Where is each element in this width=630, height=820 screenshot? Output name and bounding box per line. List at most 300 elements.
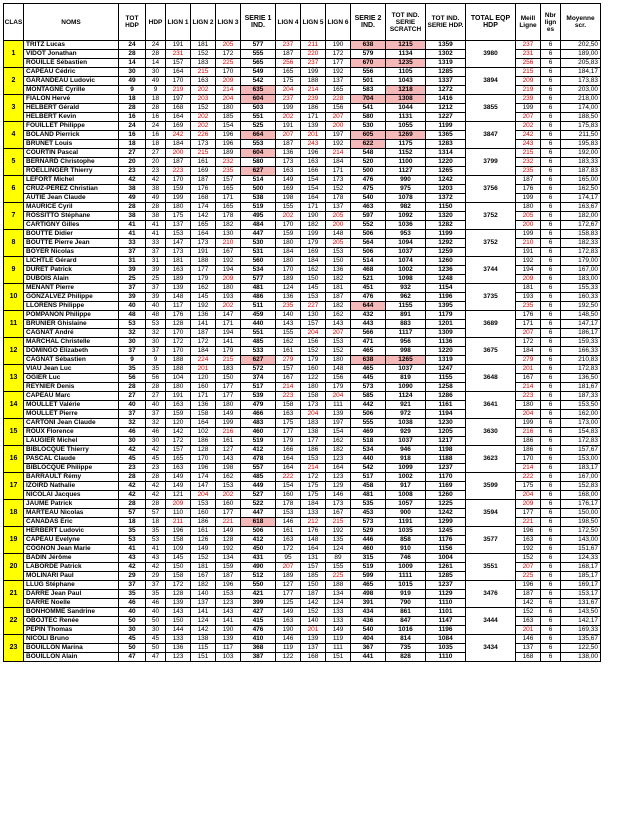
tot-hdp-ind-cell: 1309 — [426, 329, 466, 338]
line6-cell: 192 — [326, 68, 351, 77]
line2-cell: 126 — [191, 536, 216, 545]
tot-hdp-ind-cell: 1110 — [426, 599, 466, 608]
line4-cell: 95 — [276, 554, 301, 563]
lines-count-cell: 6 — [541, 194, 561, 203]
player-name: FOUILLET Philippe — [24, 122, 119, 131]
line1-cell: 144 — [166, 626, 191, 635]
tot-hdp-cell: 37 — [119, 248, 146, 257]
team-rank: 14 — [4, 392, 24, 419]
best-line-cell: 215 — [516, 149, 541, 158]
tot-hdp-cell: 9 — [119, 86, 146, 95]
line4-cell: 207 — [276, 563, 301, 572]
line3-cell: 139 — [216, 635, 241, 644]
average-cell: 148,50 — [561, 311, 601, 320]
tot-hdp-ind-cell: 1237 — [426, 464, 466, 473]
tot-hdp-ind-cell: 1154 — [426, 284, 466, 293]
best-line-cell: 180 — [516, 401, 541, 410]
line5-cell: 131 — [301, 554, 326, 563]
line2-cell: 162 — [191, 284, 216, 293]
series1-cell: 577 — [241, 275, 276, 284]
line1-cell: 180 — [166, 383, 191, 392]
team-total: 3623 — [466, 446, 516, 473]
line3-cell: 192 — [216, 257, 241, 266]
series2-cell: 441 — [351, 653, 386, 662]
line4-cell: 167 — [276, 374, 301, 383]
player-row — [4, 68, 601, 77]
tot-scratch-cell: 946 — [386, 446, 426, 455]
line6-cell: 152 — [326, 347, 351, 356]
line3-cell: 194 — [216, 329, 241, 338]
hdp-cell: 48 — [146, 311, 166, 320]
player-row — [4, 581, 601, 590]
average-cell: 163,67 — [561, 203, 601, 212]
lines-count-cell: 6 — [541, 392, 561, 401]
best-line-cell: 152 — [516, 554, 541, 563]
line2-cell: 163 — [191, 77, 216, 86]
tot-scratch-cell: 921 — [386, 401, 426, 410]
player-name: BOLAND Pierrick — [24, 131, 119, 140]
hdp-cell: 47 — [146, 653, 166, 662]
best-line-cell: 235 — [516, 302, 541, 311]
line3-cell: 165 — [216, 185, 241, 194]
line4-cell: 180 — [276, 239, 301, 248]
line3-cell: 215 — [216, 356, 241, 365]
line2-cell: 183 — [191, 59, 216, 68]
hdp-cell: 42 — [146, 176, 166, 185]
line1-cell: 189 — [166, 275, 191, 284]
series2-cell: 443 — [351, 320, 386, 329]
series2-cell: 548 — [351, 149, 386, 158]
player-name: AUTIE Jean Claude — [24, 194, 119, 203]
tot-hdp-cell: 31 — [119, 257, 146, 266]
average-cell: 211,50 — [561, 131, 601, 140]
tot-hdp-cell: 27 — [119, 149, 146, 158]
line4-cell: 214 — [276, 383, 301, 392]
line5-cell: 137 — [301, 644, 326, 653]
line2-cell: 204 — [191, 491, 216, 500]
team-total: 3799 — [466, 149, 516, 176]
average-cell: 175,83 — [561, 122, 601, 131]
line6-cell: 154 — [326, 428, 351, 437]
lines-count-cell: 6 — [541, 284, 561, 293]
lines-count-cell: 6 — [541, 518, 561, 527]
line4-cell: 162 — [276, 338, 301, 347]
series2-cell: 535 — [351, 500, 386, 509]
tot-hdp-ind-cell: 1337 — [426, 77, 466, 86]
line4-cell: 198 — [276, 194, 301, 203]
series1-cell: 555 — [241, 50, 276, 59]
player-row — [4, 122, 601, 131]
average-cell: 172,83 — [561, 365, 601, 374]
series1-cell: 460 — [241, 428, 276, 437]
tot-hdp-ind-cell: 1205 — [426, 428, 466, 437]
series1-cell: 512 — [241, 572, 276, 581]
line5-cell: 157 — [301, 320, 326, 329]
series2-cell: 434 — [351, 608, 386, 617]
line3-cell: 204 — [216, 95, 241, 104]
line3-cell: 209 — [216, 77, 241, 86]
line5-cell: 163 — [301, 158, 326, 167]
line3-cell: 179 — [216, 347, 241, 356]
hdp-cell: 49 — [146, 194, 166, 203]
line1-cell: 153 — [166, 230, 191, 239]
line3-cell: 130 — [216, 230, 241, 239]
player-name: LABORDE Patrick — [24, 563, 119, 572]
line1-cell: 150 — [166, 563, 191, 572]
hdp-cell: 32 — [146, 419, 166, 428]
best-line-cell: 209 — [516, 500, 541, 509]
best-line-cell: 243 — [516, 140, 541, 149]
series1-cell: 486 — [241, 293, 276, 302]
series2-cell: 514 — [351, 257, 386, 266]
line4-cell: 187 — [276, 50, 301, 59]
hdp-cell: 45 — [146, 635, 166, 644]
lines-count-cell: 6 — [541, 617, 561, 626]
hdp-cell: 30 — [146, 338, 166, 347]
tot-scratch-cell: 1002 — [386, 266, 426, 275]
line3-cell: 194 — [216, 266, 241, 275]
line1-cell: 157 — [166, 59, 191, 68]
tot-hdp-cell: 28 — [119, 473, 146, 482]
average-cell: 124,33 — [561, 554, 601, 563]
player-name: CRUZ-PEREZ Christian — [24, 185, 119, 194]
line2-cell: 141 — [191, 320, 216, 329]
line5-cell: 142 — [301, 599, 326, 608]
line4-cell: 175 — [276, 419, 301, 428]
hdp-cell: 35 — [146, 527, 166, 536]
line3-cell: 159 — [216, 563, 241, 572]
series2-cell: 500 — [351, 167, 386, 176]
series1-cell: 549 — [241, 68, 276, 77]
line1-cell: 172 — [166, 338, 191, 347]
player-name: BADIN Jérôme — [24, 554, 119, 563]
hdp-cell: 40 — [146, 302, 166, 311]
hdp-cell: 50 — [146, 644, 166, 653]
tot-scratch-cell: 962 — [386, 293, 426, 302]
line6-cell: 89 — [326, 554, 351, 563]
average-cell: 162,50 — [561, 185, 601, 194]
line3-cell: 182 — [216, 221, 241, 230]
best-line-cell: 199 — [516, 419, 541, 428]
line4-cell: 164 — [276, 455, 301, 464]
best-line-cell: 279 — [516, 356, 541, 365]
col-lign1: LIGN 1 — [166, 4, 191, 41]
tot-hdp-ind-cell: 1365 — [426, 131, 466, 140]
tot-scratch-cell: 1035 — [386, 527, 426, 536]
tot-hdp-cell: 42 — [119, 563, 146, 572]
lines-count-cell: 6 — [541, 419, 561, 428]
line3-cell: 165 — [216, 203, 241, 212]
series2-cell: 520 — [351, 158, 386, 167]
line1-cell: 139 — [166, 284, 191, 293]
tot-scratch-cell: 1215 — [386, 41, 426, 50]
hdp-cell: 37 — [146, 347, 166, 356]
line1-cell: 133 — [166, 635, 191, 644]
best-line-cell: 214 — [516, 464, 541, 473]
hdp-cell: 42 — [146, 491, 166, 500]
line4-cell: 184 — [276, 248, 301, 257]
line3-cell: 171 — [216, 320, 241, 329]
lines-count-cell: 6 — [541, 131, 561, 140]
lines-count-cell: 6 — [541, 221, 561, 230]
series1-cell: 368 — [241, 644, 276, 653]
line2-cell: 164 — [191, 419, 216, 428]
best-line-cell: 175 — [516, 482, 541, 491]
line6-cell: 143 — [326, 320, 351, 329]
best-line-cell: 176 — [516, 185, 541, 194]
series2-cell: 475 — [351, 185, 386, 194]
tot-hdp-cell: 33 — [119, 239, 146, 248]
line2-cell: 202 — [191, 122, 216, 131]
tot-hdp-cell: 49 — [119, 77, 146, 86]
team-total: 3980 — [466, 41, 516, 68]
tot-scratch-cell: 975 — [386, 185, 426, 194]
tot-hdp-ind-cell: 1261 — [426, 563, 466, 572]
average-cell: 131,67 — [561, 599, 601, 608]
lines-count-cell: 6 — [541, 365, 561, 374]
player-name: MOULLET Pierre — [24, 410, 119, 419]
line2-cell: 147 — [191, 482, 216, 491]
average-cell: 173,83 — [561, 77, 601, 86]
average-cell: 172,83 — [561, 437, 601, 446]
line2-cell: 115 — [191, 644, 216, 653]
hdp-cell: 18 — [146, 140, 166, 149]
series1-cell: 514 — [241, 176, 276, 185]
series1-cell: 450 — [241, 545, 276, 554]
average-cell: 167,00 — [561, 266, 601, 275]
tot-hdp-cell: 41 — [119, 221, 146, 230]
best-line-cell: 209 — [516, 77, 541, 86]
lines-count-cell: 6 — [541, 293, 561, 302]
player-name: BOYER Nicolas — [24, 248, 119, 257]
average-cell: 138,00 — [561, 653, 601, 662]
tot-hdp-ind-cell: 1283 — [426, 140, 466, 149]
tot-hdp-ind-cell: 1169 — [426, 482, 466, 491]
lines-count-cell: 6 — [541, 599, 561, 608]
line3-cell: 143 — [216, 608, 241, 617]
series1-cell: 427 — [241, 608, 276, 617]
tot-scratch-cell: 1043 — [386, 77, 426, 86]
player-name: COGNON Jean Marie — [24, 545, 119, 554]
tot-hdp-cell: 30 — [119, 68, 146, 77]
team-total: 3476 — [466, 581, 516, 608]
line2-cell: 176 — [191, 185, 216, 194]
line2-cell: 145 — [191, 293, 216, 302]
line5-cell: 145 — [301, 284, 326, 293]
line4-cell: 164 — [276, 464, 301, 473]
lines-count-cell: 6 — [541, 428, 561, 437]
tot-hdp-ind-cell: 1212 — [426, 104, 466, 113]
line1-cell: 150 — [166, 617, 191, 626]
series1-cell: 531 — [241, 248, 276, 257]
line1-cell: 181 — [166, 257, 191, 266]
line2-cell: 138 — [191, 635, 216, 644]
tot-scratch-cell: 861 — [386, 608, 426, 617]
tot-hdp-ind-cell: 1199 — [426, 122, 466, 131]
tot-hdp-cell: 37 — [119, 284, 146, 293]
tot-scratch-cell: 918 — [386, 455, 426, 464]
team-rank: 13 — [4, 365, 24, 392]
tot-scratch-cell: 929 — [386, 428, 426, 437]
series1-cell: 572 — [241, 365, 276, 374]
tot-hdp-ind-cell: 1147 — [426, 617, 466, 626]
average-cell: 173,00 — [561, 419, 601, 428]
line2-cell: 173 — [191, 140, 216, 149]
average-cell: 169,17 — [561, 581, 601, 590]
series2-cell: 453 — [351, 509, 386, 518]
line5-cell: 176 — [301, 527, 326, 536]
average-cell: 152,83 — [561, 482, 601, 491]
series1-cell: 421 — [241, 590, 276, 599]
series2-cell: 556 — [351, 68, 386, 77]
average-cell: 172,67 — [561, 221, 601, 230]
tot-hdp-ind-cell: 1260 — [426, 491, 466, 500]
lines-count-cell: 6 — [541, 167, 561, 176]
hdp-cell: 50 — [146, 617, 166, 626]
tot-scratch-cell: 1055 — [386, 122, 426, 131]
series2-cell: 476 — [351, 176, 386, 185]
team-rank: 1 — [4, 41, 24, 68]
line1-cell: 180 — [166, 203, 191, 212]
tot-hdp-ind-cell: 1156 — [426, 545, 466, 554]
line1-cell: 137 — [166, 221, 191, 230]
player-name: MARCHAL Christelle — [24, 338, 119, 347]
series1-cell: 478 — [241, 455, 276, 464]
tot-scratch-cell: 1008 — [386, 491, 426, 500]
line6-cell: 146 — [326, 491, 351, 500]
average-cell: 167,00 — [561, 473, 601, 482]
best-line-cell: 204 — [516, 491, 541, 500]
line1-cell: 196 — [166, 527, 191, 536]
line5-cell: 171 — [301, 113, 326, 122]
line6-cell: 225 — [326, 572, 351, 581]
line2-cell: 226 — [191, 131, 216, 140]
line5-cell: 179 — [301, 356, 326, 365]
line5-cell: 182 — [301, 221, 326, 230]
tot-hdp-cell: 42 — [119, 446, 146, 455]
best-line-cell: 170 — [516, 455, 541, 464]
tot-scratch-cell: 1078 — [386, 194, 426, 203]
series2-cell: 585 — [351, 392, 386, 401]
line3-cell: 143 — [216, 455, 241, 464]
tot-hdp-ind-cell: 1217 — [426, 437, 466, 446]
tot-hdp-ind-cell: 1150 — [426, 203, 466, 212]
line1-cell: 128 — [166, 590, 191, 599]
series2-cell: 670 — [351, 59, 386, 68]
best-line-cell: 200 — [516, 221, 541, 230]
tot-hdp-cell: 49 — [119, 194, 146, 203]
line3-cell: 189 — [216, 149, 241, 158]
player-row — [4, 176, 601, 185]
tot-scratch-cell: 1098 — [386, 275, 426, 284]
line4-cell: 178 — [276, 500, 301, 509]
series2-cell: 573 — [351, 518, 386, 527]
series2-cell: 534 — [351, 446, 386, 455]
tot-hdp-cell: 57 — [119, 509, 146, 518]
line1-cell: 170 — [166, 77, 191, 86]
line6-cell: 149 — [326, 626, 351, 635]
line4-cell: 163 — [276, 410, 301, 419]
line3-cell: 134 — [216, 554, 241, 563]
col-lign4: LIGN 4 — [276, 4, 301, 41]
series2-cell: 501 — [351, 77, 386, 86]
tot-scratch-cell: 932 — [386, 284, 426, 293]
average-cell: 135,67 — [561, 635, 601, 644]
line5-cell: 140 — [301, 617, 326, 626]
tot-hdp-ind-cell: 1188 — [426, 455, 466, 464]
col-nbr: Nbr lign es — [541, 4, 561, 41]
tot-scratch-cell: 1009 — [386, 563, 426, 572]
player-name: BONHOMME Sandrine — [24, 608, 119, 617]
hdp-cell: 27 — [146, 149, 166, 158]
line6-cell: 182 — [326, 446, 351, 455]
lines-count-cell: 6 — [541, 59, 561, 68]
line1-cell: 176 — [166, 311, 191, 320]
lines-count-cell: 6 — [541, 140, 561, 149]
average-cell: 157,67 — [561, 446, 601, 455]
line2-cell: 149 — [191, 545, 216, 554]
tot-hdp-cell: 46 — [119, 428, 146, 437]
tot-hdp-cell: 9 — [119, 356, 146, 365]
team-rank: 10 — [4, 284, 24, 311]
tot-hdp-cell: 39 — [119, 293, 146, 302]
lines-count-cell: 6 — [541, 545, 561, 554]
tot-hdp-ind-cell: 1302 — [426, 50, 466, 59]
tot-scratch-cell: 1175 — [386, 140, 426, 149]
line5-cell: 214 — [301, 464, 326, 473]
team-total: 3744 — [466, 257, 516, 284]
line2-cell: 172 — [191, 338, 216, 347]
line5-cell: 201 — [301, 131, 326, 140]
line2-cell: 196 — [191, 464, 216, 473]
line4-cell: 163 — [276, 536, 301, 545]
best-line-cell: 196 — [516, 581, 541, 590]
tot-hdp-cell: 56 — [119, 374, 146, 383]
player-row — [4, 230, 601, 239]
average-cell: 136,50 — [561, 374, 601, 383]
series2-cell: 552 — [351, 221, 386, 230]
line3-cell: 177 — [216, 509, 241, 518]
player-name: CAPEAU Evelyne — [24, 536, 119, 545]
player-name: BRUNET Louis — [24, 140, 119, 149]
tot-scratch-cell: 1057 — [386, 500, 426, 509]
hdp-cell: 24 — [146, 41, 166, 50]
line1-cell: 142 — [166, 428, 191, 437]
series1-cell: 387 — [241, 653, 276, 662]
tot-hdp-cell: 28 — [119, 203, 146, 212]
tot-hdp-cell: 41 — [119, 230, 146, 239]
tot-hdp-cell: 40 — [119, 302, 146, 311]
lines-count-cell: 6 — [541, 491, 561, 500]
player-name: ROSSITTO Stéphane — [24, 212, 119, 221]
player-name: HERBERT Ludovic — [24, 527, 119, 536]
line2-cell: 137 — [191, 599, 216, 608]
hdp-cell: 45 — [146, 455, 166, 464]
average-cell: 187,33 — [561, 392, 601, 401]
tot-hdp-ind-cell: 1286 — [426, 392, 466, 401]
tot-hdp-cell: 23 — [119, 464, 146, 473]
line6-cell: 207 — [326, 113, 351, 122]
tot-scratch-cell: 1308 — [386, 95, 426, 104]
line3-cell: 117 — [216, 644, 241, 653]
tot-hdp-ind-cell: 1179 — [426, 311, 466, 320]
tot-hdp-cell: 43 — [119, 554, 146, 563]
player-name: BIBLOCQUE Thierry — [24, 446, 119, 455]
tot-scratch-cell: 847 — [386, 617, 426, 626]
tot-scratch-cell: 1105 — [386, 68, 426, 77]
team-total: 3756 — [466, 176, 516, 203]
series1-cell: 618 — [241, 518, 276, 527]
